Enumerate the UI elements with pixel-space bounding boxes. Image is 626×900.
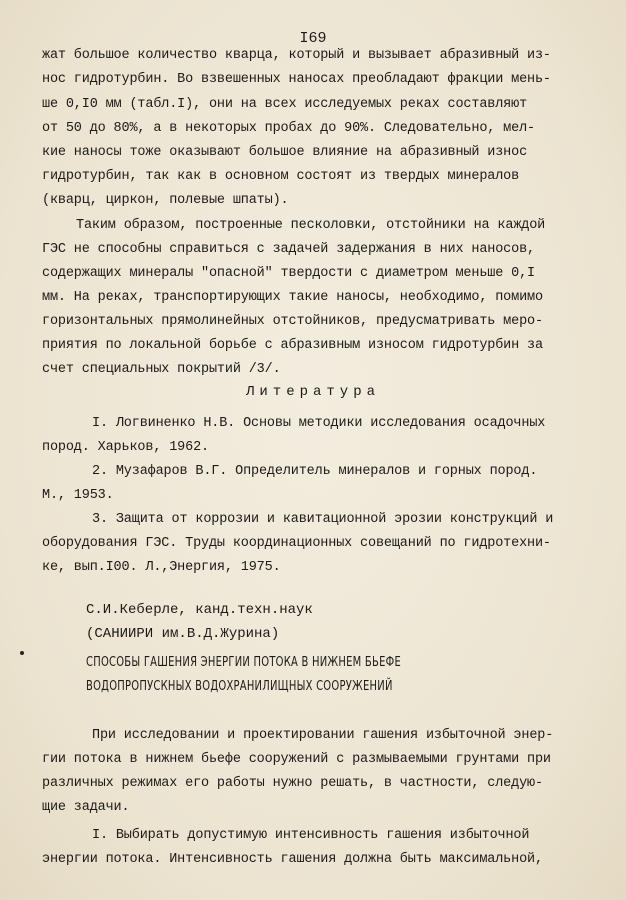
article-title-line: СПОСОБЫ ГАШЕНИЯ ЭНЕРГИИ ПОТОКА В НИЖНЕМ БЬЕФЕ (86, 654, 401, 670)
margin-mark (20, 651, 24, 655)
article-line: гии потока в нижнем бьефе сооружений с размываемыми грунтами при (42, 752, 551, 767)
article-line: энергии потока. Интенсивность гашения должна быть максимальной, (42, 852, 543, 867)
article-line: I. Выбирать допустимую интенсивность гашения избыточной (92, 828, 530, 843)
body-line: приятия по локальной борьбе с абразивным износом гидротурбин за (42, 338, 543, 353)
body-line: кие наносы тоже оказывают большое влияние на абразивный износ (42, 145, 528, 160)
article-line: различных режимах его работы нужно решать, в частности, следую- (42, 776, 543, 791)
body-line: счет специальных покрытий /3/. (42, 362, 281, 377)
reference-line: 3. Защита от коррозии и кавитационной эрозии конструкций и (92, 512, 554, 527)
reference-line: М., 1953. (42, 488, 114, 503)
body-line: Таким образом, построенные песколовки, отстойники на каждой (76, 218, 546, 233)
article-line: При исследовании и проектировании гашения избыточной энер- (92, 728, 554, 743)
references-heading: Литература (245, 384, 380, 400)
article-line: щие задачи. (42, 800, 130, 815)
body-line: жат большое количество кварца, который и вызывает абразивный из- (42, 48, 551, 63)
article-title-line: ВОДОПРОПУСКНЫХ ВОДОХРАНИЛИЩНЫХ СООРУЖЕНИЙ (86, 678, 393, 694)
body-line: гидротурбин, так как в основном состоят из твердых минералов (42, 169, 520, 184)
reference-line: 2. Музафаров В.Г. Определитель минералов и горных пород. (92, 464, 538, 479)
body-line: (кварц, циркон, полевые шпаты). (42, 193, 289, 208)
author-name: С.И.Кеберле, канд.техн.наук (86, 602, 313, 618)
author-affiliation: (САНИИРИ им.В.Д.Журина) (86, 626, 280, 642)
reference-line: I. Логвиненко Н.В. Основы методики исследования осадочных (92, 416, 546, 431)
body-line: горизонтальных прямолинейных отстойников, предусматривать меро- (42, 314, 543, 329)
body-line: содержащих минералы "опасной" твердости с диаметром меньше 0,I (42, 266, 535, 281)
body-line: ГЭС не способны справиться с задачей задержания в них наносов, (42, 242, 535, 257)
body-line: от 50 до 80%, а в некоторых пробах до 90%. Следовательно, мел- (42, 121, 535, 136)
body-line: нос гидротурбин. Во взвешенных наносах преобладают фракции мень- (42, 72, 551, 87)
reference-line: ке, вып.I00. Л.,Энергия, 1975. (42, 560, 281, 575)
reference-line: пород. Харьков, 1962. (42, 440, 209, 455)
reference-line: оборудования ГЭС. Труды координационных совещаний по гидротехни- (42, 536, 551, 551)
body-line: мм. На реках, транспортирующих такие наносы, необходимо, помимо (42, 290, 543, 305)
body-line: ше 0,I0 мм (табл.I), они на всех исследуемых реках составляют (42, 97, 528, 112)
page-number: I69 (299, 30, 327, 47)
